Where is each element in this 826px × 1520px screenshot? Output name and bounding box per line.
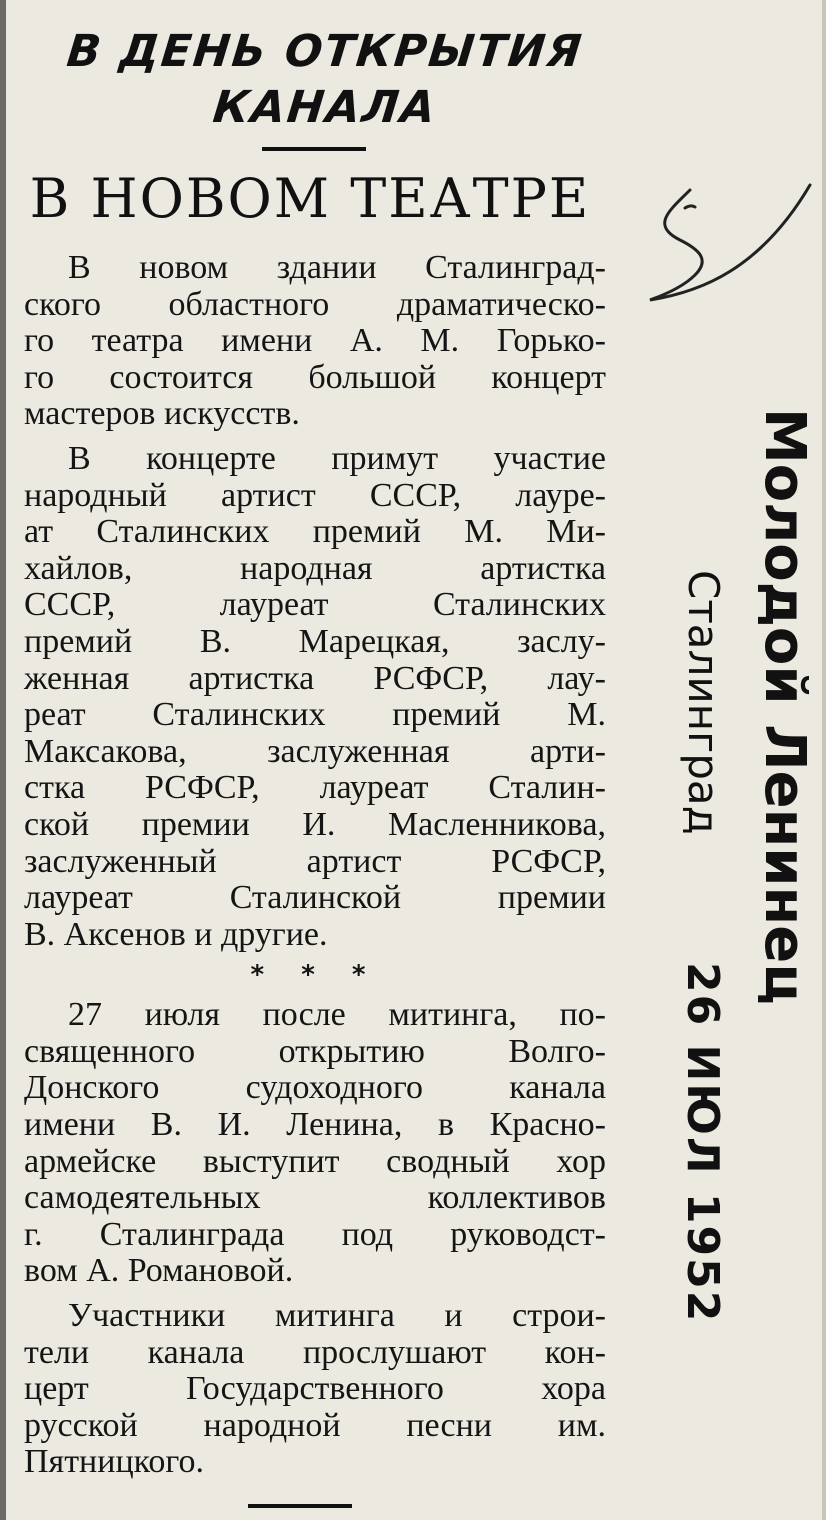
text-line: СССР, лауреат Сталинских	[24, 586, 606, 624]
stamp-city: Сталинград	[679, 570, 728, 835]
text-line: ской премии И. Масленникова,	[24, 805, 606, 843]
text-line: священного открытию Волго-	[24, 1032, 606, 1070]
text-line: 27 июля после митинга, по-	[68, 996, 606, 1034]
text-line: народный артист СССР, лауре-	[24, 476, 606, 514]
section-header-line1: В ДЕНЬ ОТКРЫТИЯ	[64, 26, 586, 77]
text-line: В. Аксенов и другие.	[24, 915, 328, 953]
text-line: Пятницкого.	[24, 1443, 205, 1481]
text-line: женная артистка РСФСР, лау-	[24, 659, 606, 697]
text-line: ского областного драматическо-	[24, 285, 606, 323]
text-line: В концерте примут участие	[68, 439, 606, 477]
header-divider	[262, 147, 366, 151]
text-line: г. Сталинграда под руководст-	[24, 1215, 606, 1253]
footer-divider	[248, 1504, 352, 1508]
text-line: русской народной песни им.	[24, 1406, 606, 1444]
text-line: армейске выступит сводный хор	[24, 1142, 606, 1180]
text-line: тели канала прослушают кон-	[24, 1333, 606, 1371]
text-line: хайлов, народная артистка	[24, 549, 606, 587]
text-line: церт Государственного хора	[24, 1370, 606, 1408]
text-line: стка РСФСР, лауреат Сталин-	[24, 769, 606, 807]
stamp-date: 26 ИЮЛ 1952	[677, 962, 728, 1324]
text-line: вом А. Романовой.	[24, 1252, 294, 1290]
scan-right-edge	[822, 0, 826, 1520]
paragraph-3	[24, 997, 606, 1290]
paragraph-1	[24, 250, 606, 433]
article-title: В НОВОМ ТЕАТРЕ	[29, 167, 591, 230]
text-line: го состоится большой концерт	[24, 358, 606, 396]
paragraph-4	[24, 1298, 606, 1481]
section-header-line2: КАНАЛА	[210, 82, 440, 133]
section-separator: * * *	[250, 960, 380, 991]
text-line: мастеров искусств.	[24, 395, 300, 433]
text-line: премий В. Марецкая, заслу-	[24, 622, 606, 660]
scan-left-edge	[0, 0, 6, 1520]
stamp-publication: Молодой Ленинец	[752, 408, 817, 1005]
handwritten-mark-icon	[640, 180, 820, 310]
text-line: Донского судоходного канала	[24, 1069, 606, 1107]
text-line: Максакова, заслуженная арти-	[24, 732, 606, 770]
article-body	[24, 250, 606, 1481]
text-line: реат Сталинских премий М.	[24, 696, 606, 734]
text-line: ат Сталинских премий М. Ми-	[24, 513, 606, 551]
text-line: заслуженный артист РСФСР,	[24, 842, 606, 880]
text-line: Участники митинга и строи-	[68, 1297, 606, 1335]
text-line: самодеятельных коллективов	[24, 1179, 606, 1217]
paragraph-2	[24, 441, 606, 953]
text-line: имени В. И. Ленина, в Красно-	[24, 1106, 606, 1144]
text-line: лауреат Сталинской премии	[24, 879, 606, 917]
text-line: В новом здании Сталинград-	[68, 249, 606, 286]
text-line: го театра имени А. М. Горько-	[24, 322, 606, 360]
